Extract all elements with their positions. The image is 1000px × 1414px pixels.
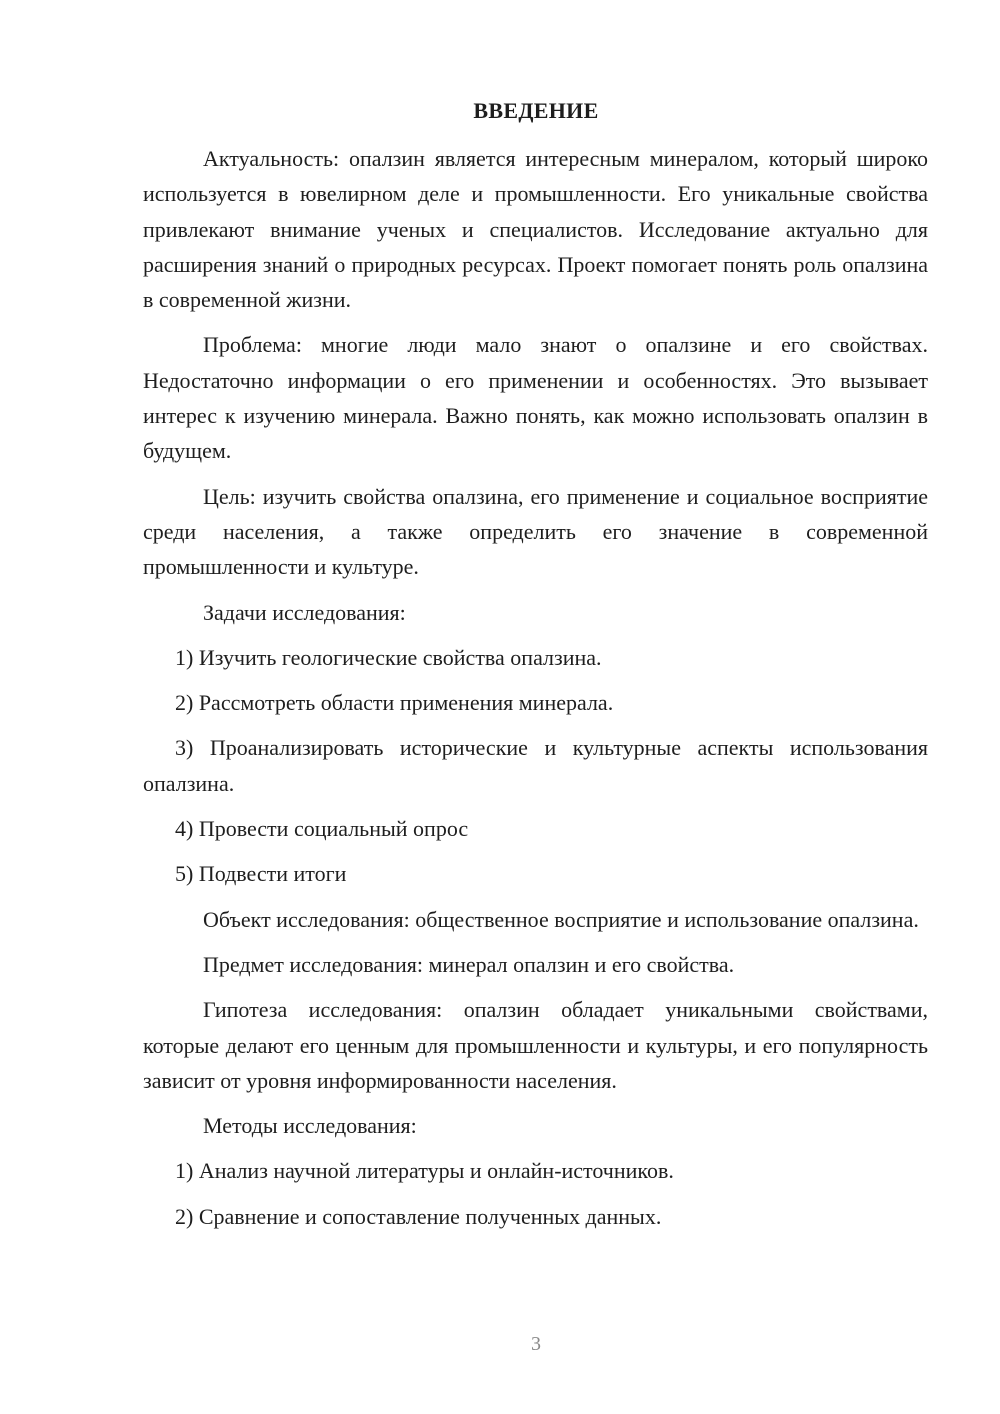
list-item-task-1: 1) Изучить геологические свойства опалзина. xyxy=(175,644,602,670)
document-body xyxy=(143,141,928,1244)
paragraph-problem: Проблема: многие люди мало знают о опалзине и его свойствах. Недостаточно информации о его применении и особенностях. Это вызывает интерес к изучению минерала. Важно понять, как можно использовать опалзин в будущем. xyxy=(143,332,928,464)
list-item-task-2: 2) Рассмотреть области применения минерала. xyxy=(175,690,614,716)
list-item-task-5: 5) Подвести итоги xyxy=(175,861,347,887)
list-item-task-3: 3) Проанализировать исторические и культурные аспекты использования опалзина. xyxy=(143,735,928,796)
paragraph-relevance: Актуальность: опалзин является интересным минералом, который широко используется в ювелирном деле и промышленности. Его уникальные свойства привлекают внимание ученых и специалистов. Исследование актуально для расширения знаний о природных ресурсах. Проект помогает понять роль опалзина в современной жизни. xyxy=(143,146,928,313)
list-item-method-1: 1) Анализ научной литературы и онлайн-источников. xyxy=(175,1158,674,1184)
paragraph-tasks-heading: Задачи исследования: xyxy=(203,599,406,625)
paragraph-hypothesis: Гипотеза исследования: опалзин обладает уникальными свойствами, которые делают его ценным для промышленности и культуры, и его популярность зависит от уровня информированности населения. xyxy=(143,997,928,1093)
page-number: 3 xyxy=(531,1333,541,1355)
paragraph-subject: Предмет исследования: минерал опалзин и его свойства. xyxy=(203,951,735,977)
list-item-method-2: 2) Сравнение и сопоставление полученных данных. xyxy=(175,1203,662,1229)
list-item-task-4: 4) Провести социальный опрос xyxy=(175,816,469,842)
paragraph-methods-heading: Методы исследования: xyxy=(203,1113,417,1139)
page-title: ВВЕДЕНИЕ xyxy=(473,98,599,123)
paragraph-object: Объект исследования: общественное восприятие и использование опалзина. xyxy=(203,906,919,932)
paragraph-goal: Цель: изучить свойства опалзина, его применение и социальное восприятие среди населения, а также определить его значение в современной промышленности и культуре. xyxy=(143,483,928,580)
